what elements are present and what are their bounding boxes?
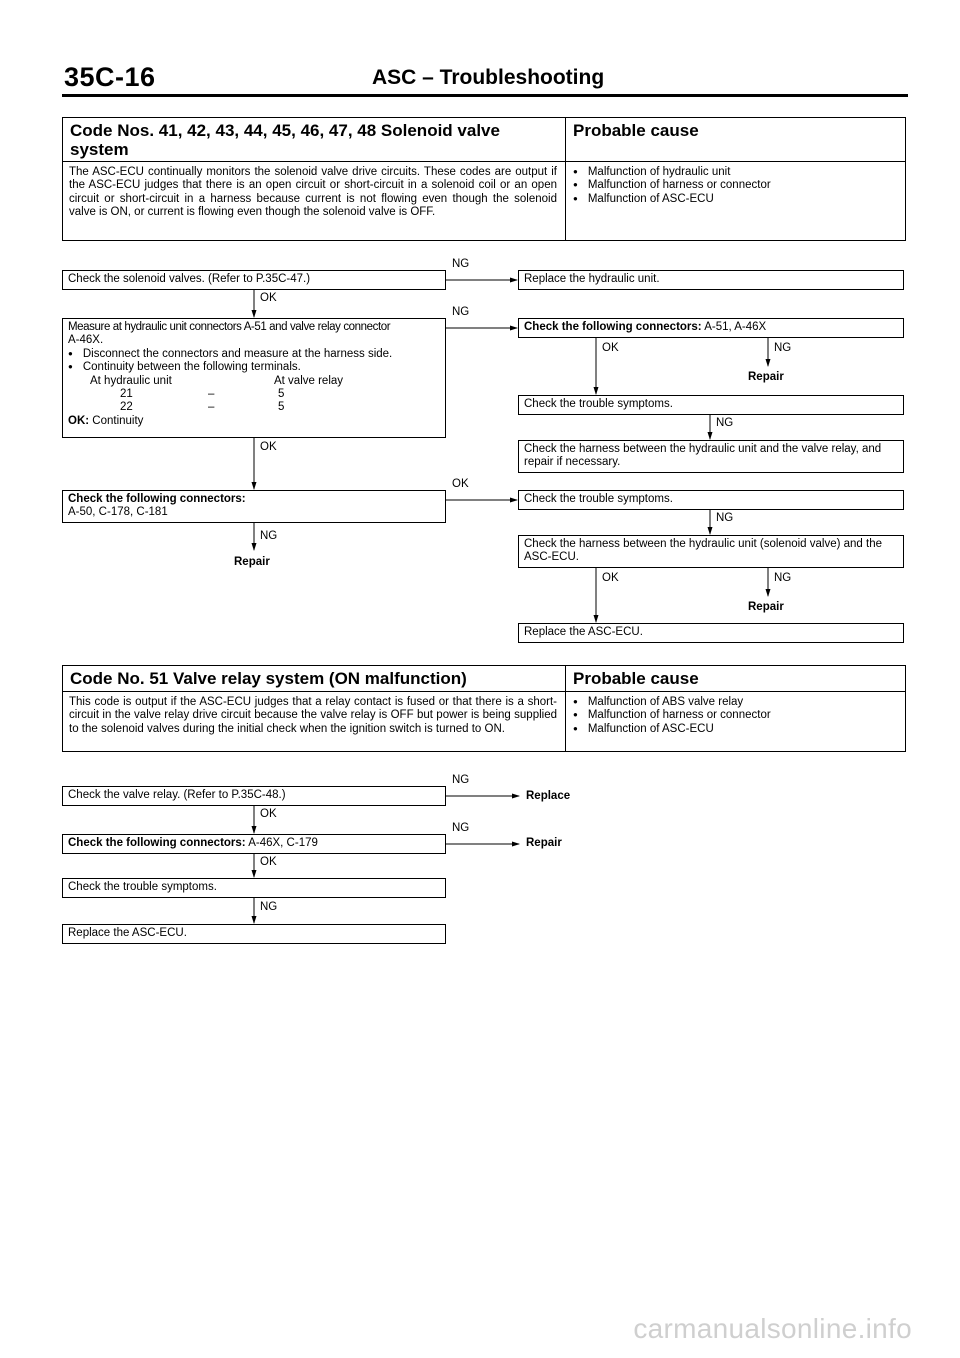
step-text: Replace the ASC-ECU. <box>524 626 643 638</box>
step-text: Check the trouble symptoms. <box>68 881 217 893</box>
ng-label: NG <box>774 342 792 354</box>
ng-label: NG <box>452 774 470 786</box>
bullet-text: Continuity between the following terminals. <box>82 361 301 374</box>
measure-line1: Measure at hydraulic unit connectors A-51 and valve relay connector <box>68 321 391 333</box>
ok-condition-value: Continuity <box>92 414 144 427</box>
terminal-a: 21 <box>120 388 133 401</box>
terminal-b: 5 <box>278 401 285 414</box>
cause-item: ● Malfunction of ASC-ECU <box>573 723 771 736</box>
terminal-a: 22 <box>120 401 133 414</box>
terminal-dash: – <box>208 401 215 414</box>
connector-value: A-46X, C-179 <box>245 837 318 849</box>
code-title-41-48: Code Nos. 41, 42, 43, 44, 45, 46, 47, 48 Solenoid valve system <box>70 121 500 159</box>
ng-label: NG <box>260 901 278 913</box>
measure-bullet: ● Continuity between the following terminals. <box>68 361 301 374</box>
ng-label: NG <box>716 417 734 429</box>
step-text: Check the valve relay. (Refer to P.35C-48.) <box>68 789 286 801</box>
step-text: Check the harness between the hydraulic unit (solenoid valve) and the ASC-ECU. <box>524 538 882 564</box>
cause-item: ● Malfunction of ASC-ECU <box>573 193 771 206</box>
probable-cause-heading: Probable cause <box>573 121 699 140</box>
step-text: Check the trouble symptoms. <box>524 398 673 410</box>
repair-label: Repair <box>748 371 784 383</box>
ng-label: NG <box>452 258 470 270</box>
col-hydraulic-unit: At hydraulic unit <box>90 374 172 387</box>
connector-label: Check the following connectors: <box>68 837 246 849</box>
page-title: ASC – Troubleshooting <box>372 66 605 89</box>
step-text: Check the solenoid valves. (Refer to P.35C-47.) <box>68 273 311 285</box>
cause-item: ● Malfunction of hydraulic unit <box>573 166 771 179</box>
connector-label: Check the following connectors: <box>68 493 246 505</box>
connector-value: A-51, A-46X <box>701 321 767 333</box>
connector-label: Check the following connectors: <box>524 321 702 333</box>
ok-label: OK <box>602 342 619 354</box>
measure-line2: A-46X. <box>68 334 104 347</box>
replace-result-label: Replace <box>526 790 571 802</box>
cause-item: ● Malfunction of harness or connector <box>573 179 771 192</box>
ok-label: OK <box>602 572 619 584</box>
col-valve-relay: At valve relay <box>274 374 344 387</box>
step-text: Check the harness between the hydraulic unit and the valve relay, and repair if necessary. <box>524 443 882 469</box>
connector-value: A-50, C-178, C-181 <box>68 506 168 519</box>
ok-label: OK <box>452 478 469 490</box>
page-number: 35C-16 <box>64 62 156 92</box>
ng-label: NG <box>452 306 470 318</box>
code-description-41-48: The ASC-ECU continually monitors the solenoid valve drive circuits. These codes are output if the ASC-ECU judges that there is an open circuit or short-circuit in a solenoid coil or an open circuit or short-circuit in a harness because current is not flowing even though the solenoid valve is ON, or current is flowing even though the solenoid valve is OFF. <box>69 166 557 219</box>
measure-bullet: ● Disconnect the connectors and measure at the harness side. <box>68 347 393 360</box>
repair-result-label: Repair <box>526 837 562 849</box>
ok-condition-label: OK: <box>68 414 90 427</box>
cause-item: ● Malfunction of ABS valve relay <box>573 696 771 709</box>
step-text: Replace the ASC-ECU. <box>68 927 187 939</box>
result-text: Replace the hydraulic unit. <box>524 273 660 285</box>
step-text: Check the trouble symptoms. <box>524 493 673 505</box>
ng-label: NG <box>452 822 470 834</box>
ng-label: NG <box>716 512 734 524</box>
repair-label: Repair <box>234 556 270 568</box>
cause-item: ● Malfunction of harness or connector <box>573 709 771 722</box>
bullet-text: Disconnect the connectors and measure at the harness side. <box>82 347 393 360</box>
repair-label: Repair <box>748 601 784 613</box>
ok-label: OK <box>260 856 277 868</box>
watermark: carmanualsonline.info <box>633 1313 912 1344</box>
ng-label: NG <box>774 572 792 584</box>
terminal-b: 5 <box>278 388 285 401</box>
code-title-51: Code No. 51 Valve relay system (ON malfunction) <box>70 669 467 688</box>
code-description-51: This code is output if the ASC-ECU judges that a relay contact is fused or that there is a short-circuit in the valve relay drive circuit because the valve relay is OFF but power is being supplied to the solenoid valves during the initial check when the ignition switch is turned to ON. <box>69 696 557 735</box>
terminal-dash: – <box>208 388 215 401</box>
ng-label: NG <box>260 530 278 542</box>
probable-cause-heading: Probable cause <box>573 669 699 688</box>
ok-label: OK <box>260 292 277 304</box>
ok-label: OK <box>260 441 277 453</box>
ok-label: OK <box>260 808 277 820</box>
